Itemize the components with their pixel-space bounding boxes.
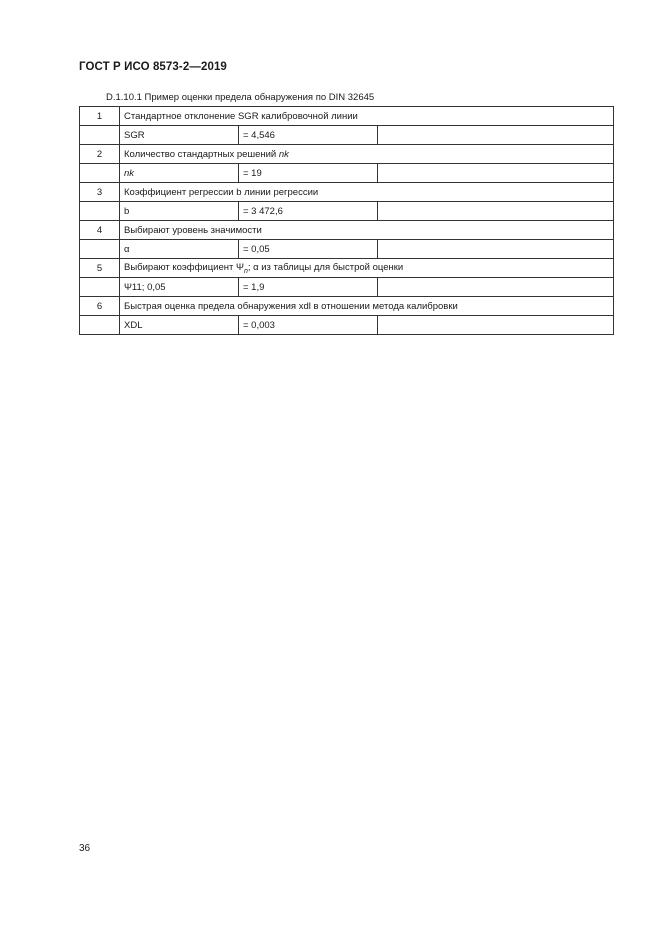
description-text: Количество стандартных решений [124,148,279,160]
empty-cell [80,202,120,221]
empty-cell [80,240,120,259]
table-row-step-1 [80,107,614,126]
empty-cell [80,164,120,183]
table-row-step-4 [80,221,614,240]
table-row-value-3 [80,202,614,221]
table-row-value-6 [80,316,614,335]
symbol-cell: nk [120,164,239,183]
empty-cell [80,278,120,297]
table-caption: D.1.10.1 Пример оценки предела обнаружения по DIN 32645 [106,92,375,103]
value-cell: = 1,9 [239,278,378,297]
description-text: Выбирают коэффициент Ψ [124,261,244,273]
step-description: Выбирают уровень значимости [120,221,614,240]
symbol-cell: Ψ11; 0,05 [120,278,239,297]
symbol-cell: α [120,240,239,259]
empty-cell [80,316,120,335]
empty-cell [80,126,120,145]
description-variable: nk [278,148,289,160]
value-cell: = 3 472,6 [239,202,378,221]
empty-cell [378,240,614,259]
empty-cell [378,202,614,221]
step-description [120,145,614,164]
step-number: 5 [80,259,120,278]
empty-cell [378,316,614,335]
value-cell: = 19 [239,164,378,183]
value-cell: = 0,003 [239,316,378,335]
symbol-cell: SGR [120,126,239,145]
step-description: Быстрая оценка предела обнаружения xdl в отношении метода калибровки [120,297,614,316]
empty-cell [378,164,614,183]
value-cell: = 0,05 [239,240,378,259]
document-header: ГОСТ Р ИСО 8573-2—2019 [79,61,227,73]
table-row-step-3 [80,183,614,202]
step-description: Стандартное отклонение SGR калибровочной линии [120,107,614,126]
table-row-value-2 [80,164,614,183]
value-cell: = 4,546 [239,126,378,145]
symbol-cell: XDL [120,316,239,335]
step-number: 1 [80,107,120,126]
table-row-step-5 [80,259,614,278]
step-number: 6 [80,297,120,316]
step-number: 2 [80,145,120,164]
symbol-cell: b [120,202,239,221]
empty-cell [378,126,614,145]
calculation-table [79,106,614,335]
description-subscript: n [243,267,248,275]
step-description [120,259,614,278]
table-row-value-1 [80,126,614,145]
table-row-value-5 [80,278,614,297]
table-row-step-2 [80,145,614,164]
page-number: 36 [79,843,91,854]
empty-cell [378,278,614,297]
step-description: Коэффициент регрессии b линии регрессии [120,183,614,202]
step-number: 4 [80,221,120,240]
step-number: 3 [80,183,120,202]
description-text: ; α из таблицы для быстрой оценки [247,261,404,273]
table-row-value-4 [80,240,614,259]
table-row-step-6 [80,297,614,316]
